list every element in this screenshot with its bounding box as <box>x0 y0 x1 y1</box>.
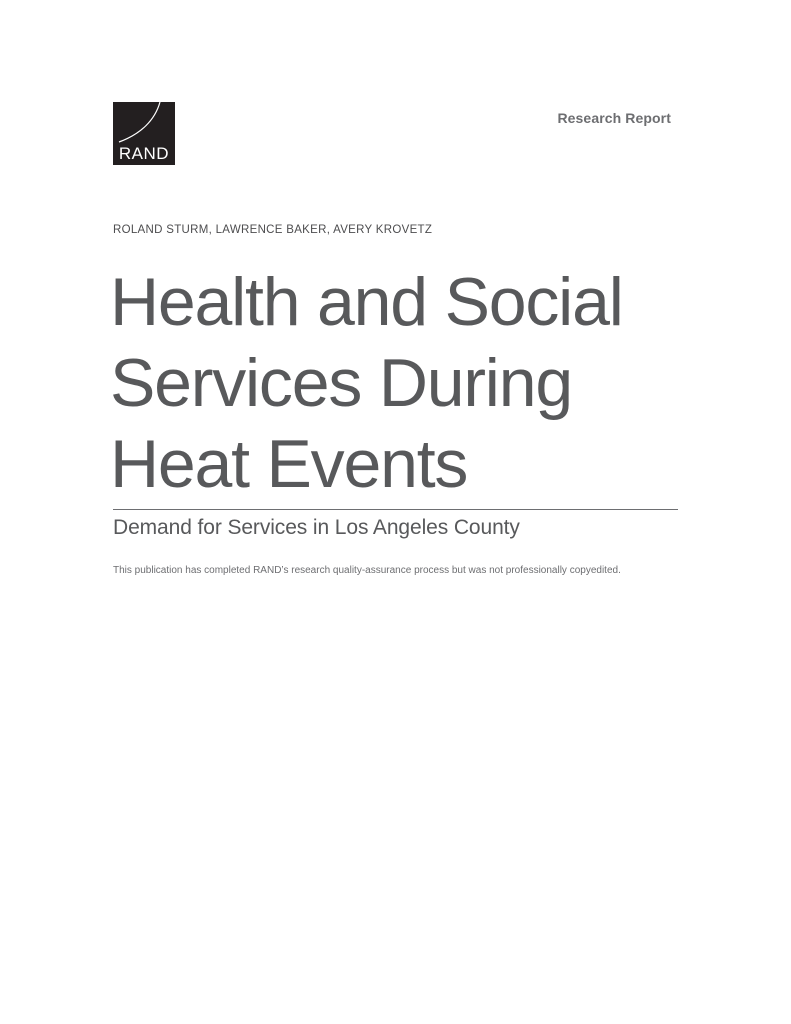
quality-assurance-note: This publication has completed RAND’s research quality-assurance process but was not professionally copyedited. <box>113 565 621 576</box>
title-line: Heat Events <box>110 426 468 502</box>
title-line: Health and Social <box>110 264 623 340</box>
authors: ROLAND STURM, LAWRENCE BAKER, AVERY KROVETZ <box>113 224 433 236</box>
report-type-label: Research Report <box>557 110 671 126</box>
title-divider <box>113 509 678 510</box>
logo-wordmark: RAND <box>118 144 170 163</box>
rand-logo <box>113 102 175 165</box>
page-title <box>110 262 710 505</box>
subtitle: Demand for Services in Los Angeles County <box>113 516 520 539</box>
title-line: Services During <box>110 345 572 421</box>
